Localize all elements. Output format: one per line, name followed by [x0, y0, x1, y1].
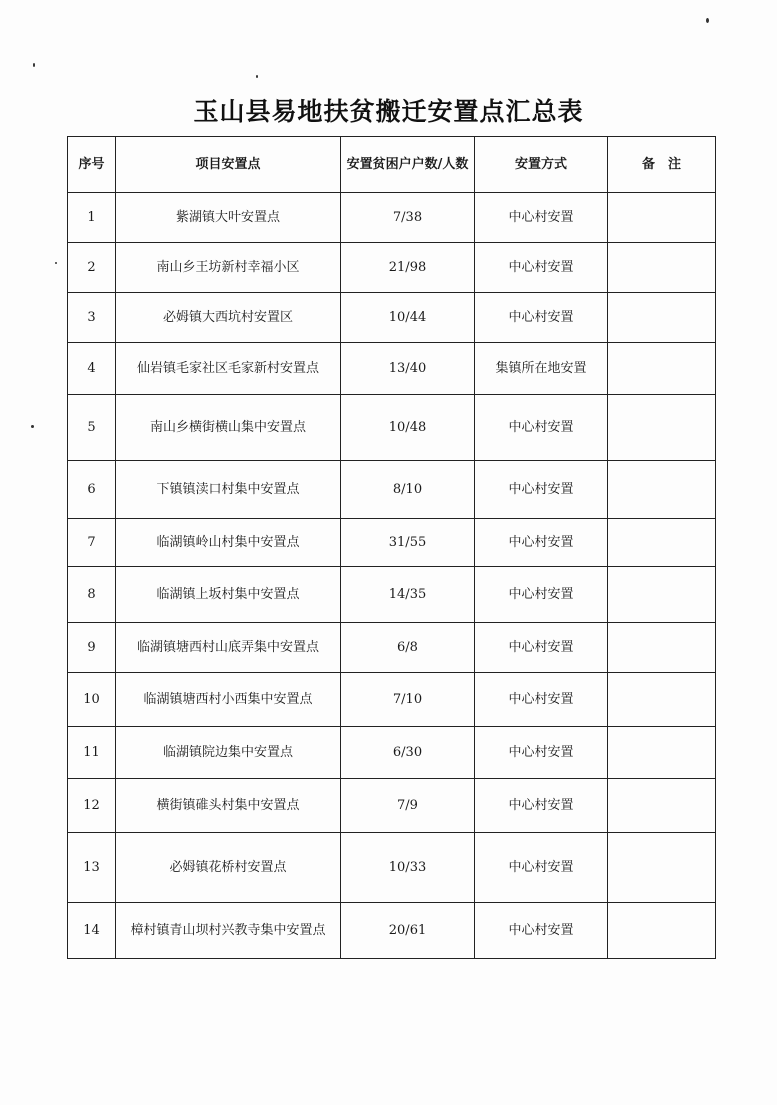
cell-seq: 3	[68, 293, 116, 343]
cell-note	[608, 623, 716, 673]
relocation-sites-table	[67, 136, 716, 959]
cell-site: 樟村镇青山坝村兴教寺集中安置点	[116, 903, 341, 959]
header-mode: 安置方式	[475, 137, 608, 193]
header-seq: 序号	[68, 137, 116, 193]
table-row	[68, 243, 716, 293]
cell-count: 13/40	[341, 343, 475, 395]
table-row	[68, 779, 716, 833]
cell-note	[608, 343, 716, 395]
cell-count: 7/38	[341, 193, 475, 243]
cell-note	[608, 461, 716, 519]
scan-speck	[256, 75, 258, 78]
cell-mode: 中心村安置	[475, 293, 608, 343]
document-title: 玉山县易地扶贫搬迁安置点汇总表	[193, 97, 584, 126]
cell-count: 6/8	[341, 623, 475, 673]
header-note: 备 注	[608, 137, 716, 193]
cell-site: 横街镇碓头村集中安置点	[116, 779, 341, 833]
cell-site: 仙岩镇毛家社区毛家新村安置点	[116, 343, 341, 395]
table-row	[68, 903, 716, 959]
cell-seq: 7	[68, 519, 116, 567]
scan-speck	[31, 425, 34, 428]
cell-note	[608, 833, 716, 903]
cell-mode: 中心村安置	[475, 903, 608, 959]
cell-mode: 中心村安置	[475, 727, 608, 779]
scan-speck	[55, 262, 57, 264]
cell-site: 必姆镇花桥村安置点	[116, 833, 341, 903]
cell-seq: 4	[68, 343, 116, 395]
cell-count: 14/35	[341, 567, 475, 623]
cell-mode: 中心村安置	[475, 567, 608, 623]
cell-site: 南山乡王坊新村幸福小区	[116, 243, 341, 293]
cell-count: 7/10	[341, 673, 475, 727]
cell-note	[608, 727, 716, 779]
cell-seq: 5	[68, 395, 116, 461]
cell-count: 21/98	[341, 243, 475, 293]
cell-seq: 13	[68, 833, 116, 903]
table-row	[68, 519, 716, 567]
cell-seq: 10	[68, 673, 116, 727]
table-row	[68, 395, 716, 461]
cell-site: 临湖镇上坂村集中安置点	[116, 567, 341, 623]
cell-note	[608, 567, 716, 623]
cell-note	[608, 193, 716, 243]
cell-mode: 中心村安置	[475, 833, 608, 903]
table-header-row	[68, 137, 716, 193]
scan-speck	[706, 18, 709, 23]
cell-seq: 6	[68, 461, 116, 519]
cell-mode: 中心村安置	[475, 779, 608, 833]
cell-note	[608, 519, 716, 567]
cell-count: 8/10	[341, 461, 475, 519]
cell-count: 10/44	[341, 293, 475, 343]
cell-mode: 集镇所在地安置	[475, 343, 608, 395]
cell-note	[608, 293, 716, 343]
cell-count: 20/61	[341, 903, 475, 959]
cell-count: 6/30	[341, 727, 475, 779]
cell-site: 临湖镇岭山村集中安置点	[116, 519, 341, 567]
table-row	[68, 727, 716, 779]
cell-count: 31/55	[341, 519, 475, 567]
cell-site: 下镇镇渎口村集中安置点	[116, 461, 341, 519]
cell-note	[608, 779, 716, 833]
table-row	[68, 833, 716, 903]
cell-seq: 9	[68, 623, 116, 673]
cell-seq: 2	[68, 243, 116, 293]
cell-count: 10/33	[341, 833, 475, 903]
table-row	[68, 193, 716, 243]
cell-note	[608, 673, 716, 727]
header-site: 项目安置点	[116, 137, 341, 193]
cell-seq: 1	[68, 193, 116, 243]
table-row	[68, 567, 716, 623]
cell-site: 临湖镇院边集中安置点	[116, 727, 341, 779]
cell-note	[608, 903, 716, 959]
cell-site: 南山乡横街横山集中安置点	[116, 395, 341, 461]
table-row	[68, 673, 716, 727]
cell-seq: 12	[68, 779, 116, 833]
table-row	[68, 623, 716, 673]
cell-seq: 14	[68, 903, 116, 959]
cell-site: 临湖镇塘西村山底弄集中安置点	[116, 623, 341, 673]
cell-mode: 中心村安置	[475, 193, 608, 243]
cell-site: 必姆镇大西坑村安置区	[116, 293, 341, 343]
cell-note	[608, 395, 716, 461]
cell-seq: 11	[68, 727, 116, 779]
cell-mode: 中心村安置	[475, 673, 608, 727]
cell-count: 7/9	[341, 779, 475, 833]
cell-mode: 中心村安置	[475, 243, 608, 293]
cell-note	[608, 243, 716, 293]
cell-count: 10/48	[341, 395, 475, 461]
cell-site: 临湖镇塘西村小西集中安置点	[116, 673, 341, 727]
table-row	[68, 293, 716, 343]
table-row	[68, 343, 716, 395]
table-row	[68, 461, 716, 519]
cell-mode: 中心村安置	[475, 623, 608, 673]
header-count: 安置贫困户户数/人数	[341, 137, 475, 193]
cell-seq: 8	[68, 567, 116, 623]
cell-mode: 中心村安置	[475, 461, 608, 519]
cell-mode: 中心村安置	[475, 395, 608, 461]
cell-mode: 中心村安置	[475, 519, 608, 567]
cell-site: 紫湖镇大叶安置点	[116, 193, 341, 243]
scan-speck	[33, 63, 35, 67]
